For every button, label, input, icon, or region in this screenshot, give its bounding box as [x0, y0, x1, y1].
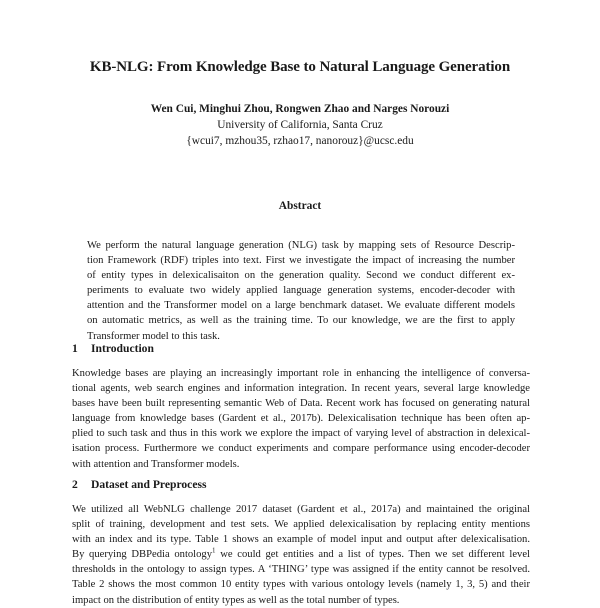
- paragraph-line: with an index and its type. Table 1 shows an example of model input and output after delexicalisation.: [72, 534, 530, 546]
- author-emails: {wcui7, mzhou35, rzhao17, nanorouz}@ucsc.edu: [186, 135, 414, 147]
- abstract-line: Transformer model to this task.: [87, 330, 220, 342]
- abstract-line: on automatic metrics, as well as the training time. To our knowledge, we are the first to apply: [87, 315, 515, 327]
- abstract-heading: Abstract: [278, 200, 322, 212]
- paragraph-line: isation process. Furthermore we conduct experiments and compare performance using encoder-decoder: [72, 443, 530, 455]
- section-title: Introduction: [91, 342, 154, 355]
- paragraph-line: Knowledge bases are playing an increasingly important role in enhancing the intelligence of conversa-: [72, 368, 530, 379]
- paragraph-line: split of training, development and test sets. We applied delexicalisation by replacing entity mentions: [72, 519, 530, 531]
- dataset-body: [72, 502, 530, 608]
- paragraph-line: impact on the distribution of entity types as well as the total number of types.: [72, 594, 400, 606]
- paper-title: KB-NLG: From Knowledge Base to Natural Language Generation: [89, 59, 511, 75]
- abstract-line: attention and the Transformer model on a large benchmark dataset. We evaluate different models: [87, 300, 515, 312]
- introduction-body: [72, 366, 530, 472]
- abstract-body: [87, 238, 515, 344]
- section-heading-dataset: [72, 478, 207, 491]
- section-number: 2: [72, 478, 78, 491]
- paragraph-line: bases have been built representing semantic Web of Data. Recent work has focused on generating natural: [72, 398, 530, 410]
- paragraph-line: with attention and Transformer models.: [72, 458, 240, 470]
- affiliation: University of California, Santa Cruz: [217, 119, 383, 131]
- abstract-line: of entity types in delexicalisaiton on the generation quality. Second we conduct different ex-: [87, 270, 515, 282]
- author-block: [0, 101, 600, 149]
- section-heading-introduction: [72, 342, 154, 355]
- footnote-mark: 1: [212, 546, 216, 555]
- section-number: 1: [72, 342, 78, 355]
- paragraph-line: Table 2 shows the most common 10 entity types with various ontology levels (namely 1, 3, 5) and their: [72, 579, 530, 591]
- paragraph-line: tional agents, web search engines and information integration. In recent years, several large knowledge: [72, 383, 530, 395]
- paragraph-line: thresholds in the ontology to assign types. A ‘THING’ type was assigned if the entity cannot be resolved.: [72, 564, 530, 576]
- abstract-line: We perform the natural language generation (NLG) task by mapping sets of Resource Descrip-: [87, 240, 515, 251]
- paragraph-line: [72, 547, 530, 562]
- paragraph-fragment: By querying DBPedia ontology: [72, 549, 213, 561]
- section-title: Dataset and Preprocess: [91, 478, 207, 491]
- author-names: Wen Cui, Minghui Zhou, Rongwen Zhao and Narges Norouzi: [150, 103, 450, 115]
- paragraph-line: language from knowledge bases (Gardent et al., 2017b). Delexicalisation technique has been often ap-: [72, 413, 530, 425]
- paragraph-line: plied to such task and thus in this work we explore the impact of varying level of abstraction in delexical-: [72, 428, 530, 440]
- paragraph-fragment: we could get entities and a list of types. Then we set different level: [215, 549, 530, 561]
- abstract-line: tion Framework (RDF) triples into text. First we investigate the impact of increasing the number: [87, 255, 515, 267]
- paragraph-line: We utilized all WebNLG challenge 2017 dataset (Gardent et al., 2017a) and maintained the original: [72, 504, 530, 515]
- abstract-line: periments to evaluate two widely applied language generation systems, encoder-decoder with: [87, 285, 515, 297]
